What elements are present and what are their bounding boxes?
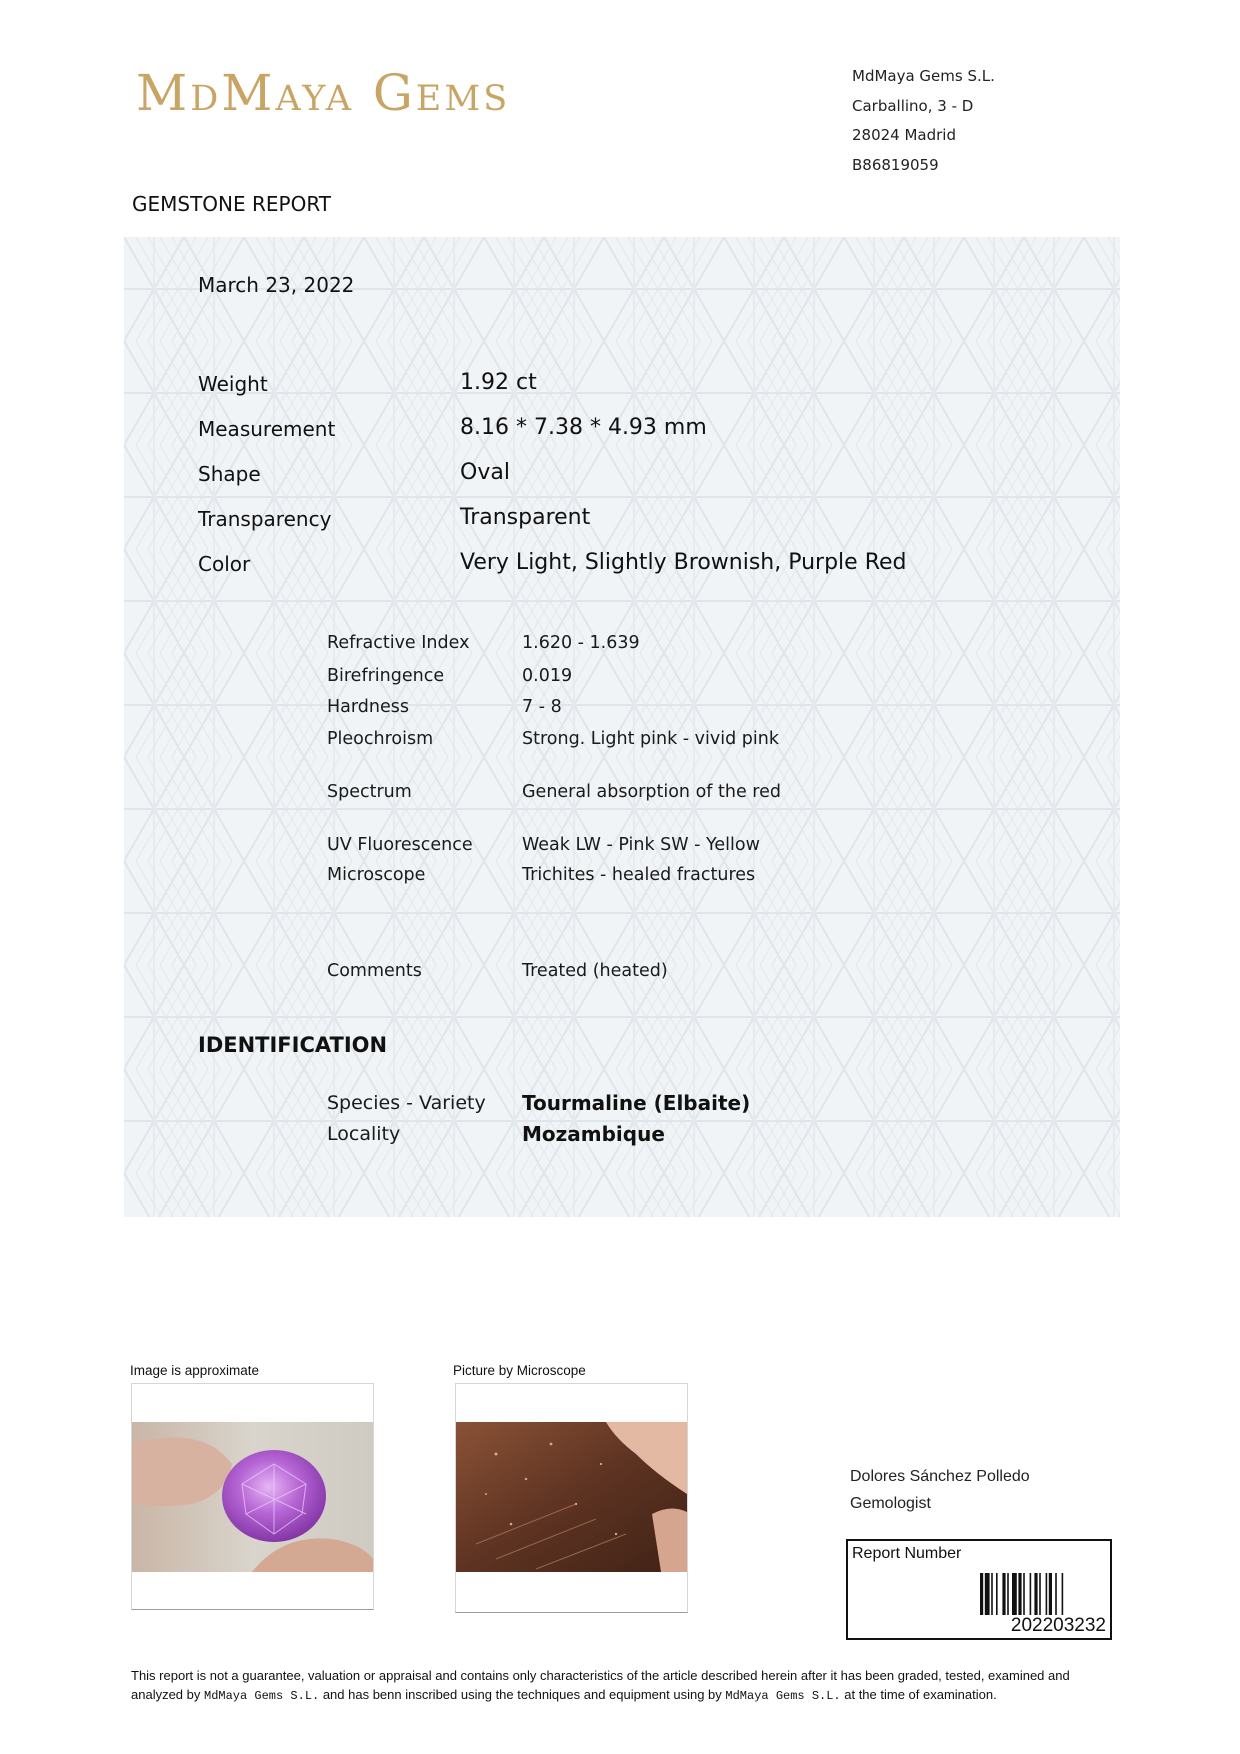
barcode-bar xyxy=(1055,1573,1057,1615)
uv-fluorescence-value: Weak LW - Pink SW - Yellow xyxy=(522,835,760,855)
barcode-bar xyxy=(1046,1573,1048,1615)
species-variety-label: Species - Variety xyxy=(327,1092,486,1114)
spectrum-label: Spectrum xyxy=(327,782,412,802)
report-number-box xyxy=(846,1539,1112,1640)
address-line: MdMaya Gems S.L. xyxy=(852,67,995,85)
barcode xyxy=(980,1573,1108,1615)
spectrum-value: General absorption of the red xyxy=(522,782,781,802)
brand-logo: MdMaya Gems xyxy=(136,64,511,122)
refractive-index-label: Refractive Index xyxy=(327,633,470,653)
report-number-value: 202203232 xyxy=(1010,1615,1106,1636)
birefringence-label: Birefringence xyxy=(327,666,445,686)
barcode-bar xyxy=(1002,1573,1005,1615)
barcode-bar xyxy=(1007,1573,1009,1615)
barcode-bar xyxy=(1034,1573,1037,1615)
disclaimer-part: at the time of examination. xyxy=(840,1687,997,1702)
measurement-label: Measurement xyxy=(198,417,336,441)
report-date: March 23, 2022 xyxy=(198,273,355,297)
disclaimer-part: and has benn inscribed using the techniques and equipment using by xyxy=(319,1687,726,1702)
refractive-index-value: 1.620 - 1.639 xyxy=(522,633,640,653)
gem-image xyxy=(132,1384,373,1609)
transparency-value: Transparent xyxy=(460,505,591,530)
address-line: 28024 Madrid xyxy=(852,126,956,144)
barcode-bar xyxy=(985,1573,990,1615)
hardness-label: Hardness xyxy=(327,697,409,717)
color-label: Color xyxy=(198,552,251,576)
company-address xyxy=(852,62,995,180)
weight-label: Weight xyxy=(198,372,268,396)
signature-block xyxy=(850,1463,1030,1517)
comments-value: Treated (heated) xyxy=(522,961,668,981)
barcode-bar xyxy=(1012,1573,1017,1615)
barcode-bar xyxy=(1018,1573,1021,1615)
barcode-bar xyxy=(1039,1573,1041,1615)
barcode-bar xyxy=(1030,1573,1032,1615)
microscope-photo xyxy=(455,1383,688,1613)
report-number-label: Report Number xyxy=(852,1545,962,1562)
color-value: Very Light, Slightly Brownish, Purple Red xyxy=(460,550,907,575)
microscope-image xyxy=(456,1384,687,1612)
birefringence-value: 0.019 xyxy=(522,666,573,686)
barcode-bar xyxy=(1049,1573,1052,1615)
gem-photo xyxy=(131,1383,374,1610)
barcode-bar xyxy=(1062,1573,1064,1615)
barcode-bar xyxy=(996,1573,998,1615)
shape-label: Shape xyxy=(198,462,261,486)
barcode-bar xyxy=(1023,1573,1025,1615)
shape-value: Oval xyxy=(460,460,510,485)
microscope-photo-caption: Picture by Microscope xyxy=(453,1363,586,1378)
barcode-bar xyxy=(991,1573,993,1615)
disclaimer-part: This report is not a guarantee, valuation or appraisal and contains only characteristics of the article described herein after it has been graded, tested, examined and analyzed by xyxy=(131,1668,1070,1702)
comments-label: Comments xyxy=(327,961,422,981)
address-line: B86819059 xyxy=(852,155,939,174)
gemologist-title: Gemologist xyxy=(850,1495,931,1512)
species-variety-value: Tourmaline (Elbaite) xyxy=(522,1091,751,1115)
disclaimer-text xyxy=(131,1666,1116,1706)
report-title: GEMSTONE REPORT xyxy=(132,192,331,216)
guilloche-background-pattern xyxy=(124,237,1120,1217)
weight-value: 1.92 ct xyxy=(460,370,537,395)
company-name: MdMaya Gems S.L. xyxy=(725,1689,841,1703)
address-line: Carballino, 3 - D xyxy=(852,96,974,115)
company-name: MdMaya Gems S.L. xyxy=(204,1689,320,1703)
pleochroism-label: Pleochroism xyxy=(327,729,434,749)
transparency-label: Transparency xyxy=(198,507,332,531)
microscope-label: Microscope xyxy=(327,865,426,885)
barcode-bar xyxy=(980,1573,983,1615)
measurement-value: 8.16 * 7.38 * 4.93 mm xyxy=(460,415,707,440)
gemologist-name: Dolores Sánchez Polledo xyxy=(850,1468,1030,1485)
report-panel xyxy=(124,237,1120,1217)
gem-photo-caption: Image is approximate xyxy=(130,1363,260,1378)
hardness-value: 7 - 8 xyxy=(522,697,562,717)
locality-value: Mozambique xyxy=(522,1122,665,1146)
uv-fluorescence-label: UV Fluorescence xyxy=(327,835,473,855)
locality-label: Locality xyxy=(327,1123,401,1145)
identification-heading: IDENTIFICATION xyxy=(198,1033,388,1057)
microscope-value: Trichites - healed fractures xyxy=(522,865,756,885)
pleochroism-value: Strong. Light pink - vivid pink xyxy=(522,729,779,749)
